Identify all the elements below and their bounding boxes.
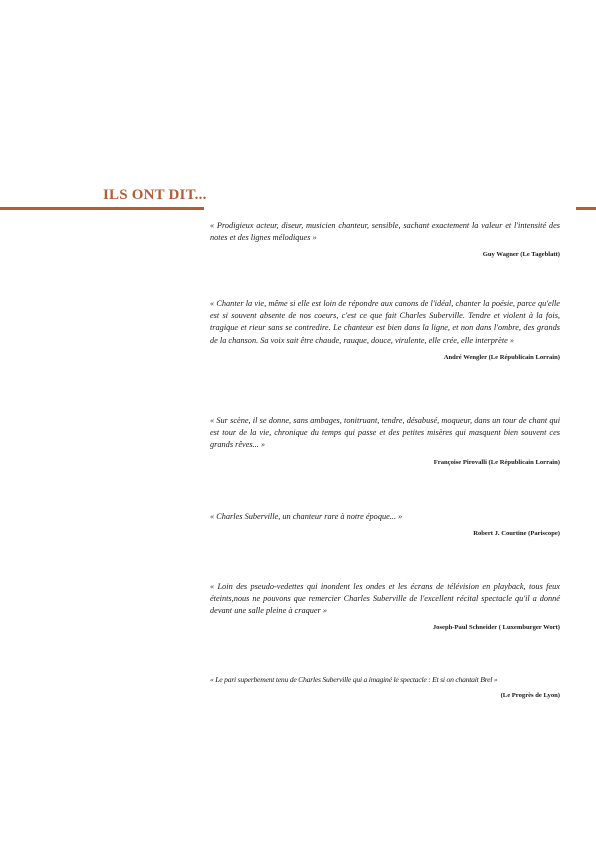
quote-block xyxy=(210,220,560,259)
quote-author: Guy Wagner (Le Tageblatt) xyxy=(482,251,560,259)
quote-author: (Le Progrès de Lyon) xyxy=(500,692,560,700)
quote-block xyxy=(210,415,560,467)
quote-author: Robert J. Courtine (Pariscope) xyxy=(473,530,560,538)
quote-text: « Charles Suberville, un chanteur rare à notre époque... » xyxy=(210,512,403,521)
page-title: ILS ONT DIT... xyxy=(103,187,207,203)
quote-block xyxy=(210,298,560,362)
quote-block xyxy=(210,674,560,700)
quote-block xyxy=(210,511,560,538)
title-rule-right xyxy=(576,207,596,210)
quote-author: André Wengler (Le Républicain Lorrain) xyxy=(443,353,560,361)
quote-text: « Prodigieux acteur, diseur, musicien chanteur, sensible, sachant exactement la valeur et l'intensité des notes et des lignes mélodiques » xyxy=(210,221,560,243)
quote-text: « Sur scène, il se donne, sans ambages, tonitruant, tendre, désabusé, moqueur, dans un tour de chant qui est tour de la vie, chronique du temps qui passe et des petites misères qui masquent bien souvent ces grands rêves... » xyxy=(210,416,560,450)
quote-author: Françoise Pirovalli (Le Républicain Lorrain) xyxy=(433,458,560,466)
quote-text: « Chanter la vie, même si elle est loin de répondre aux canons de l'idéal, chanter la poésie, parce qu'elle est si souvent absente de nos coeurs, c'est ce que fait Charles Suberville. Tendre et violent à la fois, tragique et rieur sans se contredire. Le chanteur est bien dans la ligne, et non dans l'ombre, des grands de la chanson. Sa voix sait être chaude, rauque, douce, virulente, elle crée, elle interprète » xyxy=(210,299,560,345)
quote-text: « Le pari superbement tenu de Charles Suberville qui a imaginé le spectacle : Et si on chantait Brel » xyxy=(210,675,498,684)
quote-author: Joseph-Paul Schneider ( Luxemburger Wort) xyxy=(432,623,560,631)
quote-block xyxy=(210,581,560,632)
title-rule-left xyxy=(0,207,204,210)
quote-text: « Loin des pseudo-vedettes qui inondent les ondes et les écrans de télévision en playback, tous feux éteints,nous ne pouvons que remercier Charles Suberville de l'excellent récital spectacle qu'il a donné devant une salle pleine à craquer » xyxy=(210,582,560,616)
